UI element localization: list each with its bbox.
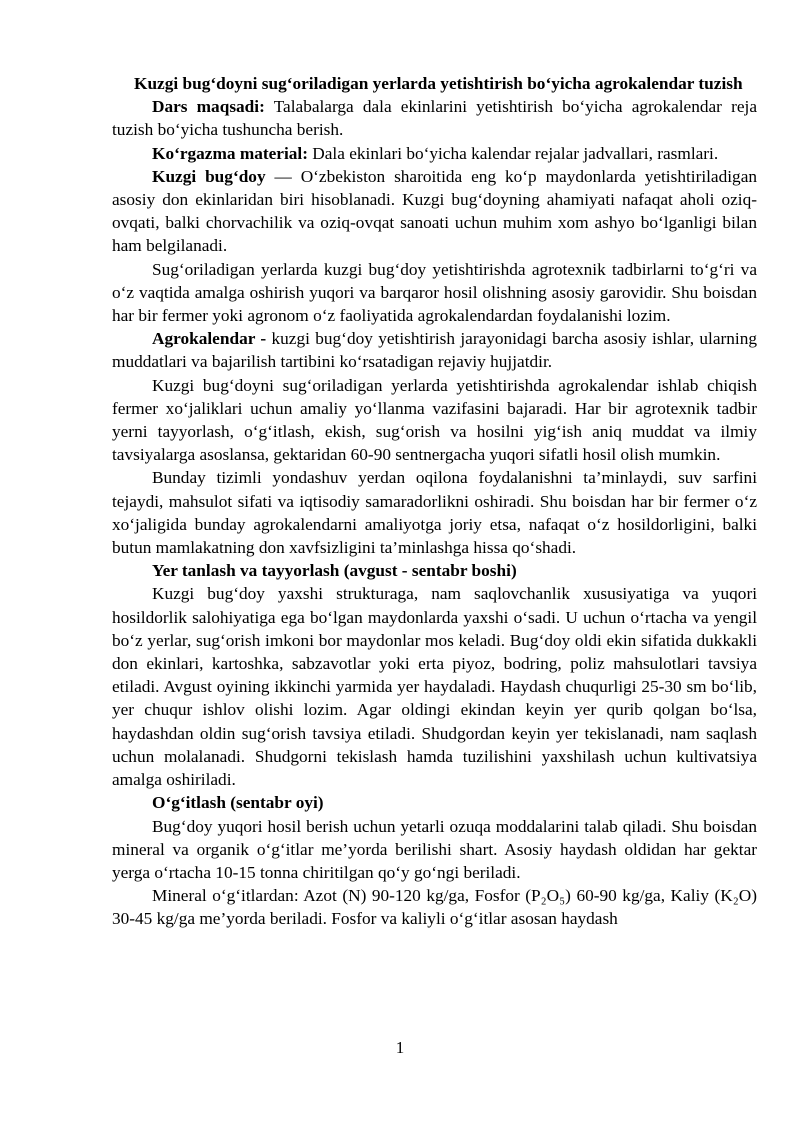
section-heading-fertilizing: O‘g‘itlash (sentabr oyi)	[152, 793, 324, 813]
winter-wheat-paragraph	[112, 165, 757, 258]
page-number: 1	[395, 1038, 405, 1057]
agrocalendar-label: Agrokalendar -	[152, 329, 267, 349]
document-page	[112, 72, 757, 931]
lesson-goal-text: Talabalarga dala ekinlarini yetishtirish bo‘yicha agrokalendar reja tuzish bo‘yicha tushuncha berish.	[112, 97, 757, 140]
document-title: Kuzgi bug‘doyni sug‘oriladigan yerlarda yetishtirish bo‘yicha agrokalendar tuzish	[134, 74, 743, 93]
land-preparation-paragraph: Kuzgi bug‘doy yaxshi strukturaga, nam saqlovchanlik xususiyatiga va yuqori hosildorlik salohiyatiga ega bo‘lgan maydonlarda yaxshi o‘sadi. U uchun o‘rtacha va yengil bo‘z yerlar, sug‘orish imkoni bor maydonlar mos keladi. Bug‘doy oldi ekin sifatida dukkakli don ekinlari, kartoshka, sabzavotlar yoki erta piyoz, bodring, poliz mahsulotlari tavsiya etiladi. Avgust oyining ikkinchi yarmida yer haydaladi. Haydash chuqurligi 25-30 sm bo‘lib, yer chuqur ishlov olishi lozim. Agar oldingi ekindan keyin yer qurib qolgan bo‘lsa, haydashdan oldin sug‘orish tavsiya etiladi. Shudgordan keyin yer tekislanadi, nam saqlash uchun molalanadi. Shudgorni tekislash hamda tuzilishini yaxshilash uchun kultivatsiya amalga oshiriladi.	[112, 584, 757, 790]
fertilizing-paragraph-2: Mineral o‘g‘itlardan: Azot (N) 90-120 kg/ga, Fosfor (P₂O₅) 60-90 kg/ga, Kaliy (K₂O) 30-45 kg/ga me’yorda beriladi. Fosfor va kaliyli o‘g‘itlar asosan haydash	[112, 886, 757, 929]
agrocalendar-text: kuzgi bug‘doy yetishtirish jarayonidagi barcha asosiy ishlar, ularning muddatlari va bajarilish tartibini ko‘rsatadigan rejaviy hujjatdir.	[112, 329, 758, 372]
winter-wheat-text: — O‘zbekiston sharoitida eng ko‘p maydonlarda yetishtiriladigan asosiy don ekinlaridan biri hisoblanadi. Kuzgi bug‘doyning ahamiyati nafaqat aholi oziq-ovqati, balki chorvachilik va oziq-ovqat sanoati uchun muhim xom ashyo bo‘lganligi bilan ham belgilanadi.	[112, 166, 758, 256]
agrocalendar-paragraph	[112, 327, 757, 373]
visual-material-paragraph	[112, 142, 757, 165]
visual-material-label: Ko‘rgazma material:	[152, 143, 308, 163]
lesson-goal-paragraph	[112, 95, 757, 141]
section-heading-land-preparation: Yer tanlash va tayyorlash (avgust - sentabr boshi)	[152, 561, 517, 581]
winter-wheat-label: Kuzgi bug‘doy	[152, 166, 266, 186]
lesson-goal-label: Dars maqsadi:	[152, 97, 265, 117]
intro-paragraph-3: Bunday tizimli yondashuv yerdan oqilona foydalanishni ta’minlaydi, suv sarfini tejaydi, mahsulot sifati va iqtisodiy samaradorlikni oshiradi. Shu boisdan har bir fermer o‘z xo‘jaligida bunday agrokalendarni amaliyotga joriy etsa, nafaqat o‘z hosildorligini, balki butun mamlakatning don xavfsizligini ta’minlashga hissa qo‘shadi.	[112, 468, 757, 558]
intro-paragraph-2: Kuzgi bug‘doyni sug‘oriladigan yerlarda yetishtirishda agrokalendar ishlab chiqish fermer xo‘jaliklari uchun amaliy yo‘llanma vazifasini bajaradi. Har bir agrotexnik tadbir yerni tayyorlash, o‘g‘itlash, ekish, sug‘orish va hosilni yig‘ish aniq muddat va ilmiy tavsiyalarga asoslansa, gektaridan 60-90 sentnergacha yuqori sifatli hosil olish mumkin.	[112, 375, 757, 465]
visual-material-text: Dala ekinlari bo‘yicha kalendar rejalar jadvallari, rasmlari.	[307, 143, 719, 163]
intro-paragraph-1: Sug‘oriladigan yerlarda kuzgi bug‘doy yetishtirishda agrotexnik tadbirlarni to‘g‘ri va o‘z vaqtida amalga oshirish yuqori va barqaror hosil olishning asosiy garovidir. Shu boisdan har bir fermer yoki agronom o‘z faoliyatida agrokalendardan foydalanishi lozim.	[112, 259, 757, 326]
fertilizing-paragraph-1: Bug‘doy yuqori hosil berish uchun yetarli ozuqa moddalarini talab qiladi. Shu boisdan mineral va organik o‘g‘itlar me’yorda berilishi shart. Asosiy haydash oldidan har gektar yerga o‘rtacha 10-15 tonna chiritilgan qo‘y go‘ngi beriladi.	[112, 816, 757, 882]
